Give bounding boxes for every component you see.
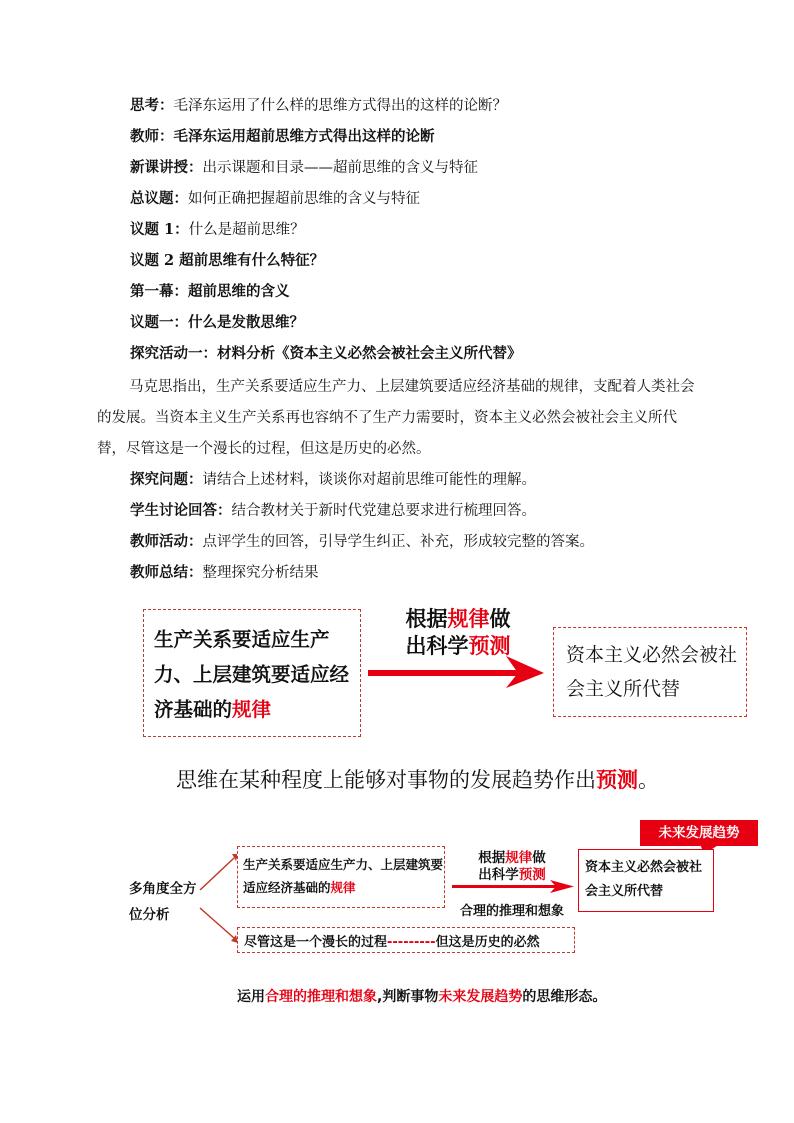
history-box: [237, 927, 575, 953]
statement: 思维在某种程度上能够对事物的发展趋势作出预测。: [176, 768, 659, 792]
line-new-lesson: 新课讲授：出示课题和目录——超前思维的含义与特征: [130, 159, 478, 176]
law-text: 生产关系要适应生产力、上层建筑要适应经济基础的规律: [154, 628, 350, 721]
red-arrow-small-icon: [452, 880, 576, 894]
law-box: [143, 609, 361, 737]
line-student: 学生讨论回答：结合教材关于新时代党建总要求进行梳理回答。: [130, 502, 536, 519]
socialism-box: [553, 627, 747, 717]
line-main-topic: 总议题：如何正确把握超前思维的含义与特征: [130, 190, 420, 207]
reasoning-label: 合理的推理和想象: [459, 904, 564, 919]
line-activity-one: 探究活动一：材料分析《资本主义必然会被社会主义所代替》: [130, 345, 522, 362]
line-question: 探究问题：请结合上述材料，谈谈你对超前思维可能性的理解。: [130, 471, 536, 488]
material-paragraph: 马克思指出，生产关系要适应生产力、上层建筑要适应经济基础的规律，支配着人类社会的发展。当资本主义生产关系再也容纳不了生产力需要时，资本主义必然会被社会主义所代替，尽管这是一个漫长的过程，但这是历史的必然。: [97, 379, 695, 457]
conclusion: 运用合理的推理和想象,判断事物未来发展趋势的思维形态。: [237, 989, 607, 1005]
socialism-box-small: [578, 849, 714, 912]
line-topic-2: 议题 2 超前思维有什么特征？: [130, 252, 325, 269]
line-topic-one: 议题一：什么是发散思维？: [130, 314, 304, 331]
line-teacher: 教师：毛泽东运用超前思维方式得出这样的论断: [130, 128, 435, 145]
line-teacher-summary: 教师总结：整理探究分析结果: [130, 564, 319, 581]
branch-arrows-icon: [196, 848, 242, 948]
line-thinking: 思考：毛泽东运用了什么样的思维方式得出的这样的论断？: [130, 97, 507, 114]
prediction-label-small: 根据规律做 出科学预测: [478, 850, 546, 883]
law-text-small: 生产关系要适应生产力、上层建筑要适应经济基础的规律: [243, 857, 444, 895]
prediction-label: 根据规律做 出科学预测: [405, 607, 511, 658]
multi-angle-label: 多角度全方位分析: [129, 881, 197, 923]
law-box-small: [237, 846, 445, 908]
socialism-text: 资本主义必然会被社会主义所代替: [566, 644, 738, 700]
red-arrow-icon: [368, 656, 546, 688]
history-text: 尽管这是一个漫长的过程---------但这是历史的必然: [244, 935, 540, 950]
line-teacher-activity: 教师活动：点评学生的回答，引导学生纠正、补充，形成较完整的答案。: [130, 533, 594, 550]
line-act-one: 第一幕：超前思维的含义: [130, 283, 290, 300]
line-topic-1: 议题 1：什么是超前思维？: [130, 221, 305, 238]
socialism-text-small: 资本主义必然会被社会主义所代替: [585, 860, 703, 899]
future-trend-tag: 未来发展趋势: [640, 820, 758, 846]
